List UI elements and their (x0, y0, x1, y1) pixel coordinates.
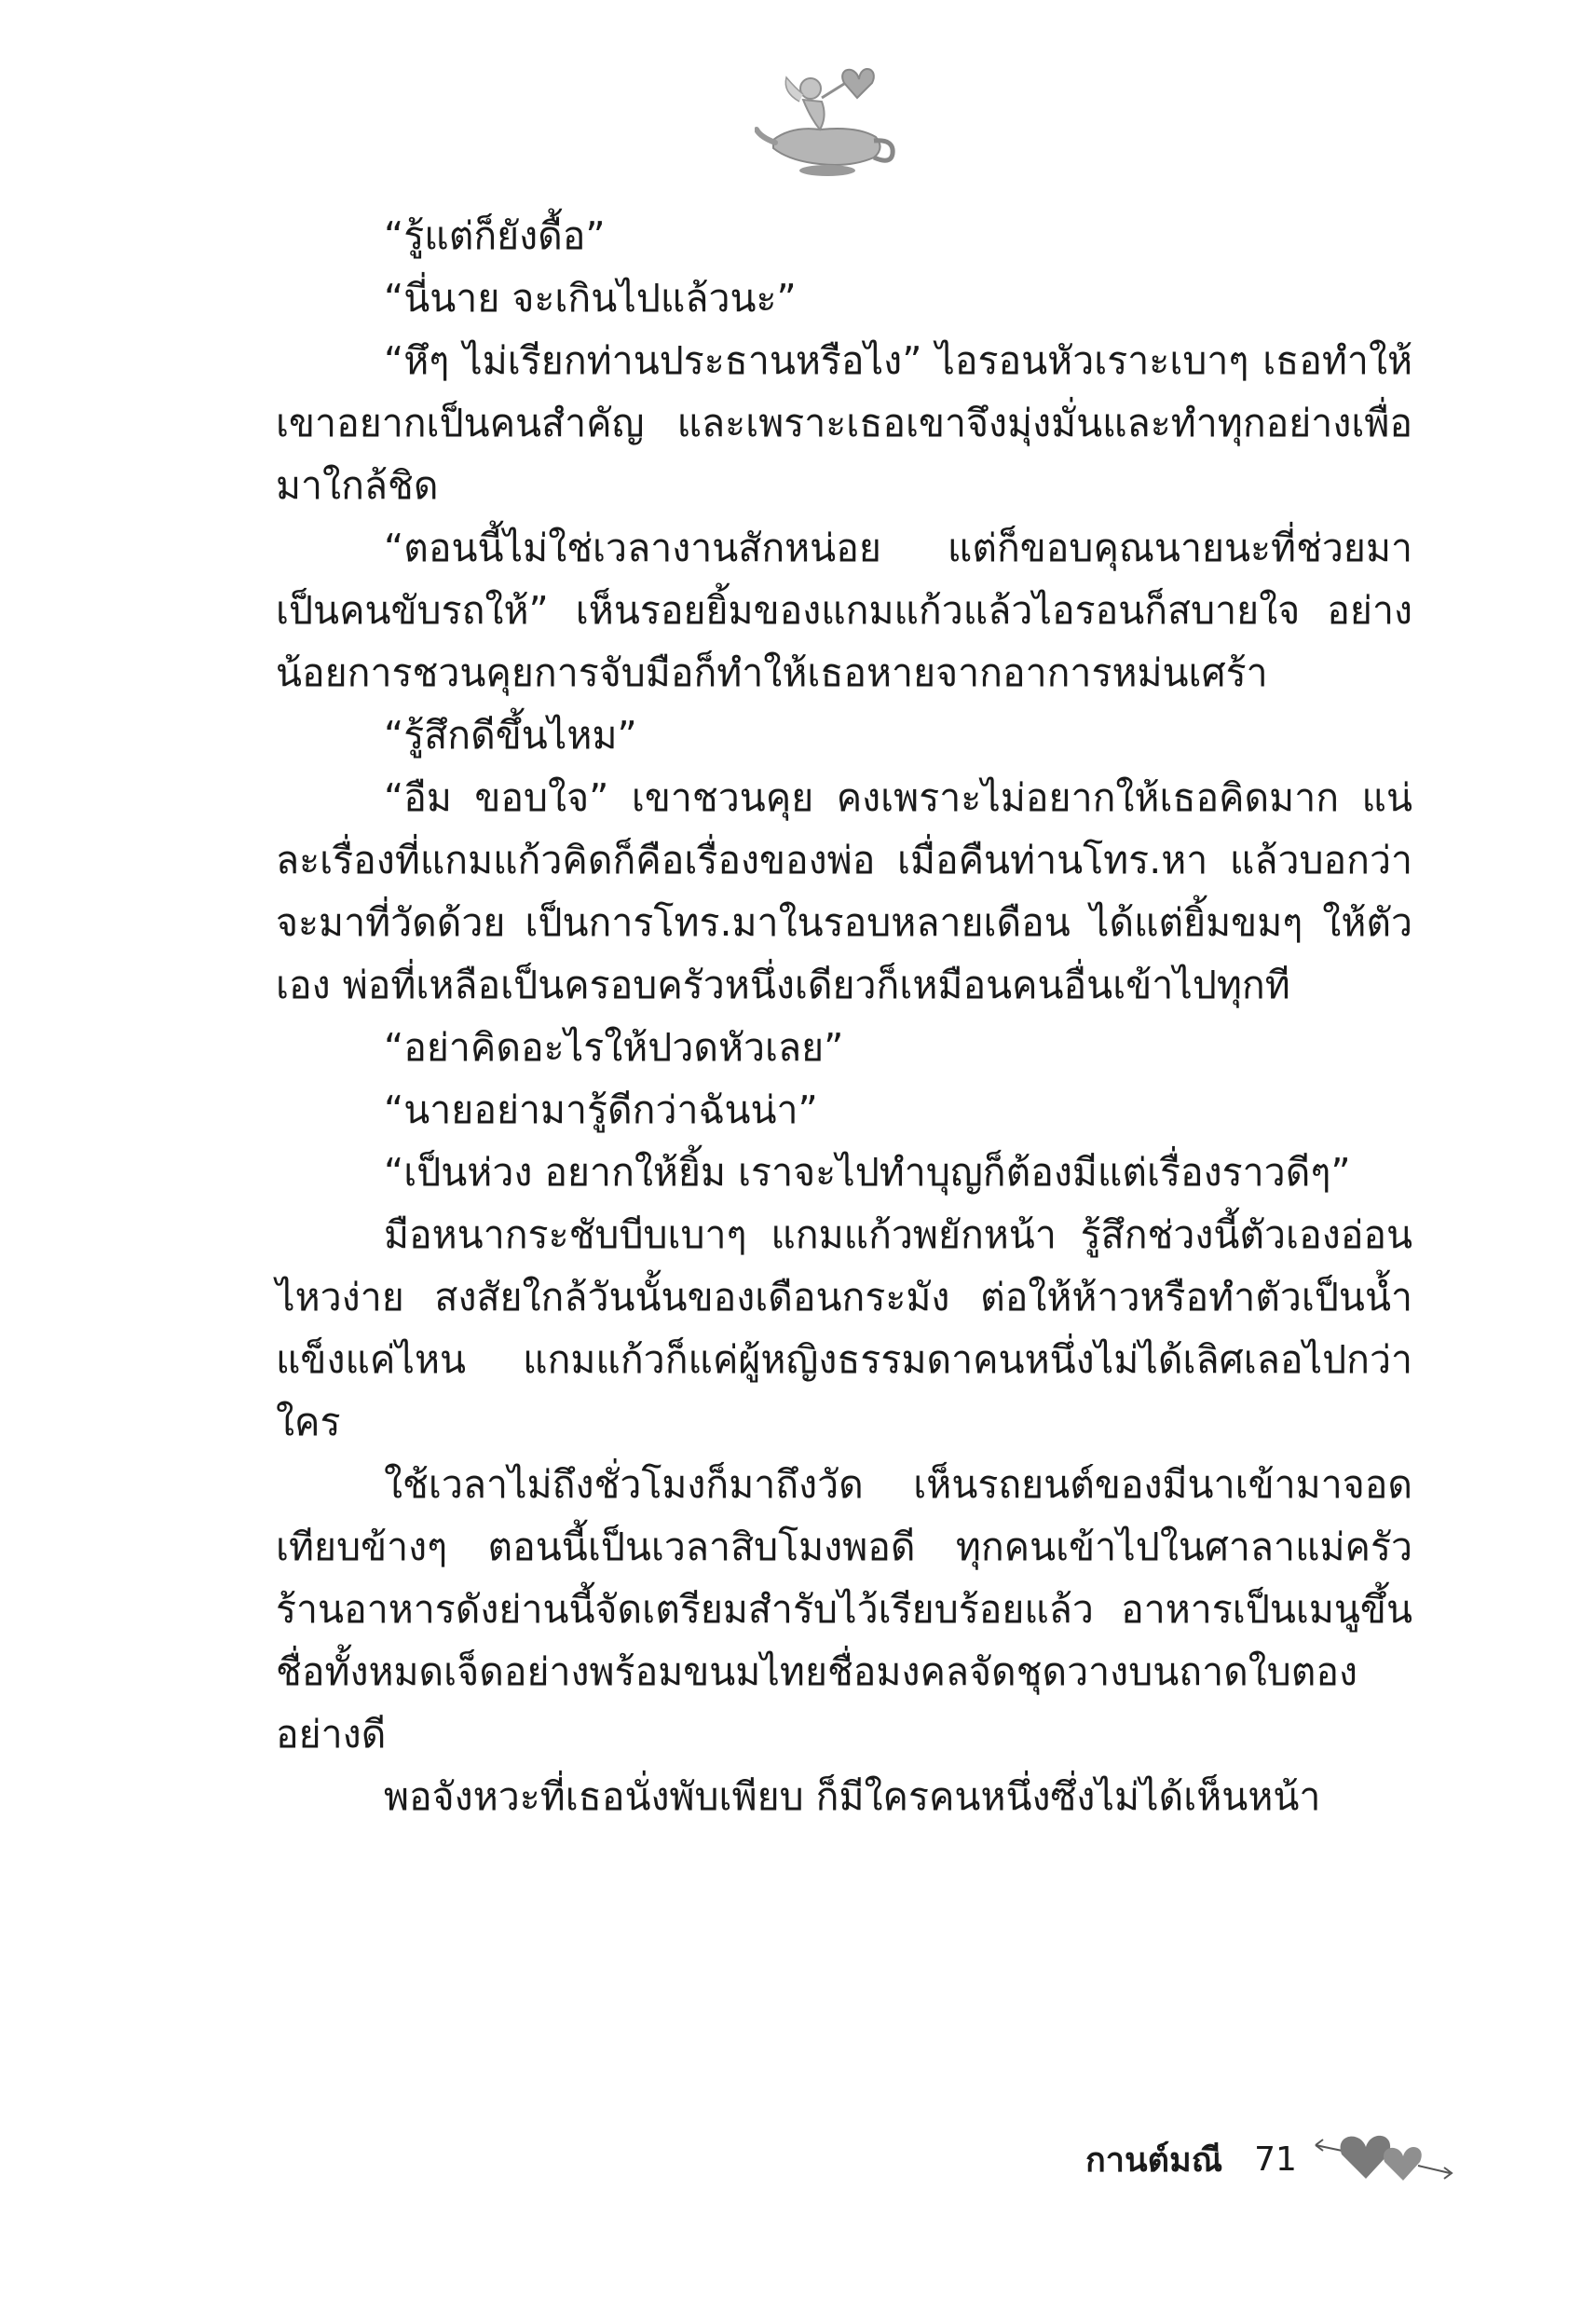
paragraph: “อืม ขอบใจ” เขาชวนคุย คงเพราะไม่อยากให้เธอคิดมาก แน่ละเรื่องที่แกมแก้วคิดก็คือเรื่องของพ่อ เมื่อคืนท่านโทร.หา แล้วบอกว่าจะมาที่วัดด้วย เป็นการโทร.มาในรอบหลายเดือน ได้แต่ยิ้มขมๆ ให้ตัวเอง พ่อที่เหลือเป็นครอบครัวหนึ่งเดียวก็เหมือนคนอื่นเข้าไปทุกที (276, 775, 1412, 1007)
paragraph: ใช้เวลาไม่ถึงชั่วโมงก็มาถึงวัด เห็นรถยนต์ของมีนาเข้ามาจอดเทียบข้างๆ ตอนนี้เป็นเวลาสิบโมงพอดี ทุกคนเข้าไปในศาลาแม่ครัวร้านอาหารดังย่านนี้จัดเตรียมสำรับไว้เรียบร้อยแล้ว อาหารเป็นเมนูขึ้นชื่อทั้งหมดเจ็ดอย่างพร้อมขนมไทยชื่อมงคลจัดชุดวางบนถาดใบตองอย่างดี (276, 1462, 1412, 1757)
hearts-arrow-icon (1314, 2125, 1453, 2190)
cupid-teapot-ornament-icon (755, 51, 904, 182)
paragraph: พอจังหวะที่เธอนั่งพับเพียบ ก็มีใครคนหนึ่งซึ่งไม่ได้เห็นหน้า (384, 1774, 1321, 1819)
paragraph: “เป็นห่วง อยากให้ยิ้ม เราจะไปทำบุญก็ต้องมีแต่เรื่องราวดีๆ” (384, 1150, 1351, 1195)
paragraph: “ตอนนี้ไม่ใช่เวลางานสักหน่อย แต่ก็ขอบคุณนายนะที่ช่วยมาเป็นคนขับรถให้” เห็นรอยยิ้มของแกมแก้วแล้วไอรอนก็สบายใจ อย่างน้อยการชวนคุยการจับมือก็ทำให้เธอหายจากอาการหม่นเศร้า (276, 526, 1412, 695)
paragraph: “หึๆ ไม่เรียกท่านประธานหรือไง” ไอรอนหัวเราะเบาๆ เธอทำให้เขาอยากเป็นคนสำคัญ และเพราะเธอเขาจึงมุ่งมั่นและทำทุกอย่างเพื่อมาใกล้ชิด (276, 338, 1412, 508)
paragraph: “รู้สึกดีขึ้นไหม” (384, 713, 637, 758)
page-number: 71 (1254, 2140, 1297, 2179)
page-footer (1085, 2126, 1297, 2192)
paragraph: มือหนากระชับบีบเบาๆ แกมแก้วพยักหน้า รู้สึกช่วงนี้ตัวเองอ่อนไหวง่าย สงสัยใกล้วันนั้นของเดือนกระมัง ต่อให้ห้าวหรือทำตัวเป็นน้ำแข็งแค่ไหน แกมแก้วก็แค่ผู้หญิงธรรมดาคนหนึ่งไม่ได้เลิศเลอไปกว่าใคร (276, 1212, 1412, 1444)
paragraph: “รู้แต่ก็ยังดื้อ” (384, 213, 606, 258)
paragraph: “นี่นาย จะเกินไปแล้วนะ” (384, 276, 797, 321)
body-text (276, 205, 1412, 1828)
paragraph: “นายอย่ามารู้ดีกว่าฉันน่า” (384, 1087, 818, 1132)
running-title: กานต์มณี (1085, 2140, 1223, 2180)
paragraph: “อย่าคิดอะไรให้ปวดหัวเลย” (384, 1025, 844, 1070)
